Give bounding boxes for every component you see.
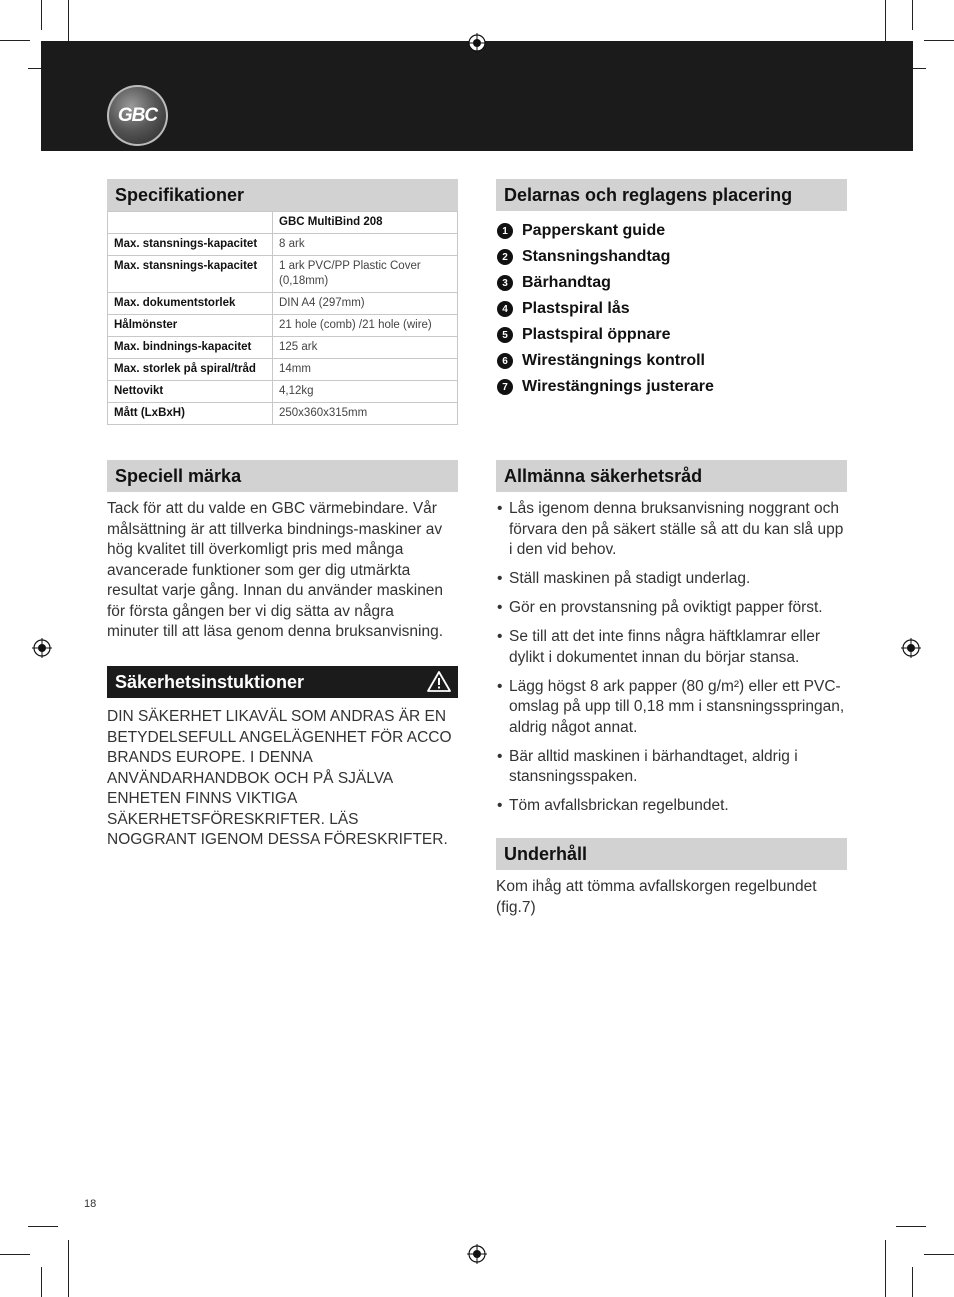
table-row (108, 256, 458, 293)
list-item: • Gör en provstansning på oviktigt papper först. (497, 598, 849, 619)
list-item (497, 270, 714, 296)
number-badge: 3 (497, 275, 513, 291)
general-safety-list (497, 499, 849, 825)
spec-value: 1 ark PVC/PP Plastic Cover (0,18mm) (273, 256, 458, 293)
number-badge: 5 (497, 327, 513, 343)
gbc-logo: GBC (107, 85, 168, 146)
list-item (497, 244, 714, 270)
crop-mark (28, 1226, 58, 1227)
spec-value: 8 ark (273, 234, 458, 256)
parts-heading: Delarnas och reglagens placering (496, 179, 847, 211)
part-label: Plastspiral lås (522, 300, 630, 317)
crop-mark (41, 0, 42, 30)
number-badge: 4 (497, 301, 513, 317)
crop-mark (912, 1267, 913, 1297)
list-item (497, 348, 714, 374)
list-item: • Se till att det inte finns några häftklamrar eller dylikt i dokumentet innan du börjar stansa. (497, 627, 849, 668)
parts-list (497, 218, 714, 400)
list-item: • Töm avfallsbrickan regelbundet. (497, 796, 849, 817)
list-item: • Lås igenom denna bruksanvisning noggrant och förvara den på säkert ställe så att du kan slå upp i den vid behov. (497, 499, 849, 561)
spec-value: DIN A4 (297mm) (273, 293, 458, 315)
part-label: Wirestängnings justerare (522, 378, 714, 395)
table-row (108, 293, 458, 315)
list-item (497, 296, 714, 322)
crop-mark (924, 1254, 954, 1255)
general-safety-heading: Allmänna säkerhetsråd (496, 460, 847, 492)
list-item: • Bär alltid maskinen i bärhandtaget, aldrig i stansningsspaken. (497, 747, 849, 788)
brand-heading: Speciell märka (107, 460, 458, 492)
page-number: 18 (84, 1198, 97, 1210)
list-item: • Lägg högst 8 ark papper (80 g/m²) eller ett PVC-omslag på upp till 0,18 mm i stansningsspringan, aldrig något annat. (497, 677, 849, 739)
spec-label: Max. stansnings-kapacitet (108, 256, 273, 293)
crop-mark (896, 1226, 926, 1227)
table-row (108, 359, 458, 381)
list-item (497, 322, 714, 348)
table-row (108, 234, 458, 256)
part-label: Papperskant guide (522, 222, 666, 239)
crop-mark (68, 1240, 69, 1297)
maintenance-text: Kom ihåg att tömma avfallskorgen regelbundet (fig.7) (496, 878, 817, 916)
spec-label: Max. stansnings-kapacitet (108, 234, 273, 256)
registration-mark-icon (901, 638, 921, 658)
part-label: Wirestängnings kontroll (522, 352, 705, 369)
table-row (108, 337, 458, 359)
crop-mark (0, 40, 30, 41)
spec-label: Nettovikt (108, 381, 273, 403)
spec-label: Mått (LxBxH) (108, 403, 273, 425)
part-label: Plastspiral öppnare (522, 326, 671, 343)
safety-text: DIN SÄKERHET LIKAVÄL SOM ANDRAS ÄR EN BETYDELSEFULL ANGELÄGENHET FÖR ACCO BRANDS EUROPE. I DENNA ANVÄNDARHANDBOK OCH PÅ SJÄLVA ENHETEN FINNS VIKTIGA SÄKERHETSFÖRESKRIFTER. LÄS NOGGRANT IGENOM DESSA FÖRESKRIFTER. (107, 708, 452, 848)
maintenance-heading: Underhåll (496, 838, 847, 870)
safety-heading-label: Säkerhetsinstuktioner (115, 672, 305, 692)
registration-mark-icon (467, 1244, 487, 1264)
number-badge: 7 (497, 379, 513, 395)
model-header: GBC MultiBind 208 (273, 212, 458, 234)
table-row (108, 212, 458, 234)
safety-heading (107, 666, 458, 698)
crop-mark (0, 1254, 30, 1255)
registration-mark-icon (467, 33, 487, 53)
list-item (497, 374, 714, 400)
number-badge: 1 (497, 223, 513, 239)
spec-label: Max. bindnings-kapacitet (108, 337, 273, 359)
list-item: • Ställ maskinen på stadigt underlag. (497, 569, 849, 590)
spec-label: Max. dokumentstorlek (108, 293, 273, 315)
specs-heading: Specifikationer (107, 179, 458, 211)
crop-mark (924, 40, 954, 41)
table-row (108, 315, 458, 337)
crop-mark (885, 1240, 886, 1297)
spec-label: Hålmönster (108, 315, 273, 337)
number-badge: 6 (497, 353, 513, 369)
spec-value: 125 ark (273, 337, 458, 359)
spec-value: 21 hole (comb) /21 hole (wire) (273, 315, 458, 337)
part-label: Stansningshandtag (522, 248, 671, 265)
crop-mark (912, 0, 913, 30)
spec-label: Max. storlek på spiral/tråd (108, 359, 273, 381)
spec-value: 250x360x315mm (273, 403, 458, 425)
header-band (41, 41, 913, 151)
warning-icon (427, 670, 451, 692)
specs-table (107, 211, 458, 425)
list-item (497, 218, 714, 244)
spec-value: 14mm (273, 359, 458, 381)
brand-text: Tack för att du valde en GBC värmebindare. Vår målsättning är att tillverka bindnings-maskiner av hög kvalitet till överkomligt pris med många avancerade funktioner som ger dig utmärkta resultat varje gång. Innan du använder maskinen för första gången ber vi dig sätta av några minuter till att läsa genom denna bruksanvisning. (107, 500, 444, 640)
number-badge: 2 (497, 249, 513, 265)
spec-value: 4,12kg (273, 381, 458, 403)
crop-mark (41, 1267, 42, 1297)
table-row (108, 403, 458, 425)
part-label: Bärhandtag (522, 274, 611, 291)
registration-mark-icon (32, 638, 52, 658)
table-row (108, 381, 458, 403)
